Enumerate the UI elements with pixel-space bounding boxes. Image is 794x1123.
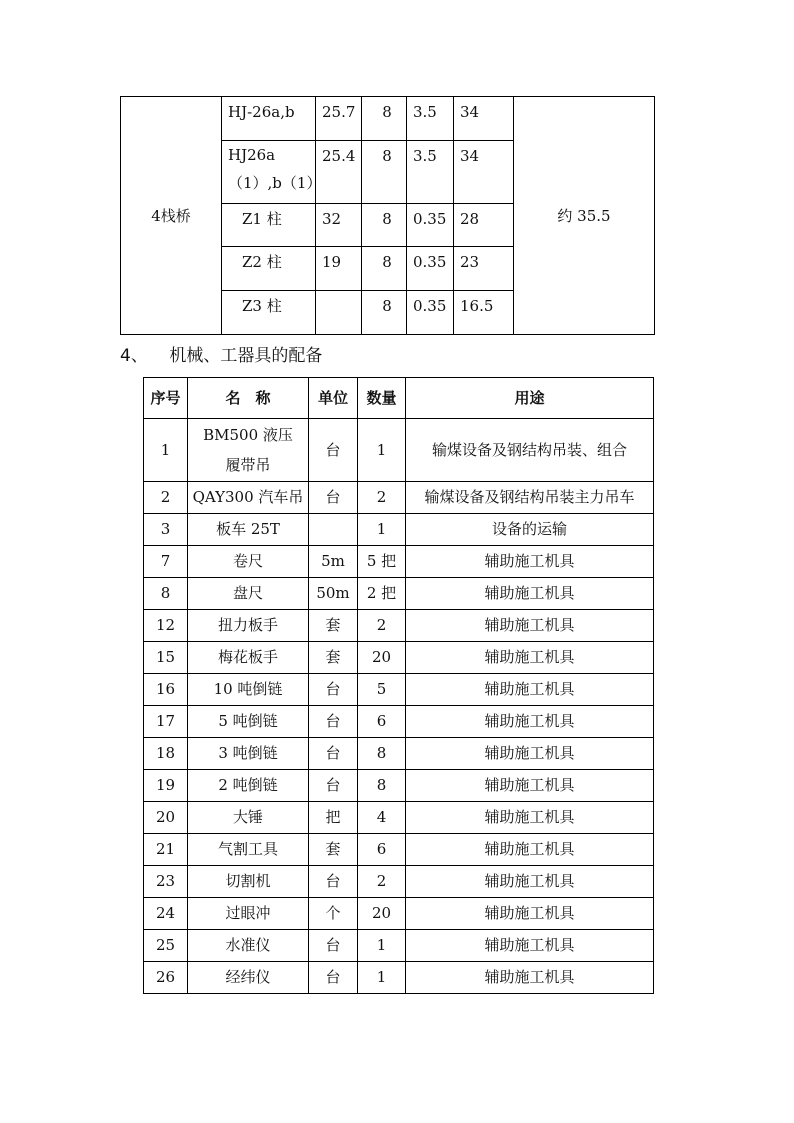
cell-v2: 8 (362, 141, 407, 204)
cell-qty: 1 (358, 962, 406, 994)
cell-qty: 4 (358, 802, 406, 834)
cell-qty: 6 (358, 706, 406, 738)
cell-no: 1 (144, 419, 188, 482)
table-row (144, 738, 654, 770)
cell-use: 辅助施工机具 (406, 738, 654, 770)
cell-no: 21 (144, 834, 188, 866)
header-unit: 单位 (309, 378, 358, 419)
bridge-table (120, 96, 655, 335)
equipment-table-body (144, 378, 654, 994)
table-row (144, 866, 654, 898)
table-row (144, 674, 654, 706)
section-heading: 4、 机械、工器具的配备 (120, 346, 323, 366)
cell-no: 16 (144, 674, 188, 706)
cell-unit: 台 (309, 866, 358, 898)
cell-no: 7 (144, 546, 188, 578)
cell-unit: 50m (309, 578, 358, 610)
cell-qty: 2 (358, 482, 406, 514)
header-use: 用途 (406, 378, 654, 419)
cell-name: 10 吨倒链 (188, 674, 309, 706)
table-row (144, 514, 654, 546)
cell-v2: 8 (362, 204, 407, 247)
cell-qty: 1 (358, 514, 406, 546)
cell-qty: 8 (358, 738, 406, 770)
cell-v4: 34 (454, 141, 514, 204)
cell-no: 12 (144, 610, 188, 642)
cell-v1: 25.7 (316, 97, 362, 141)
cell-v1 (316, 291, 362, 335)
cell-use: 辅助施工机具 (406, 706, 654, 738)
table-row (144, 802, 654, 834)
cell-name: 板车 25T (188, 514, 309, 546)
cell-name: 5 吨倒链 (188, 706, 309, 738)
cell-unit: 5m (309, 546, 358, 578)
table-row (144, 770, 654, 802)
cell-qty: 6 (358, 834, 406, 866)
cell-use: 辅助施工机具 (406, 962, 654, 994)
cell-name: 2 吨倒链 (188, 770, 309, 802)
cell-use: 辅助施工机具 (406, 866, 654, 898)
cell-qty: 1 (358, 930, 406, 962)
cell-use: 设备的运输 (406, 514, 654, 546)
cell-no: 2 (144, 482, 188, 514)
table-row (144, 962, 654, 994)
cell-no: 17 (144, 706, 188, 738)
group-value: 约 35.5 (514, 97, 655, 335)
cell-unit: 台 (309, 706, 358, 738)
table-row (121, 97, 655, 141)
cell-v3: 0.35 (407, 291, 454, 335)
cell-v4: 16.5 (454, 291, 514, 335)
table-row (144, 834, 654, 866)
cell-unit: 台 (309, 930, 358, 962)
cell-unit: 台 (309, 482, 358, 514)
cell-use: 辅助施工机具 (406, 546, 654, 578)
cell-use: 辅助施工机具 (406, 770, 654, 802)
cell-v4: 23 (454, 247, 514, 291)
cell-unit: 台 (309, 419, 358, 482)
cell-qty: 5 (358, 674, 406, 706)
cell-unit: 台 (309, 738, 358, 770)
cell-name: 大锤 (188, 802, 309, 834)
bridge-table-body (121, 97, 655, 335)
cell-name: Z2 柱 (222, 247, 316, 291)
cell-use: 辅助施工机具 (406, 898, 654, 930)
cell-v1: 19 (316, 247, 362, 291)
cell-use: 辅助施工机具 (406, 834, 654, 866)
cell-unit: 套 (309, 834, 358, 866)
cell-use: 辅助施工机具 (406, 802, 654, 834)
cell-name: HJ26a （1）,b（1） (222, 141, 316, 204)
cell-no: 18 (144, 738, 188, 770)
table-row (144, 578, 654, 610)
table-row (144, 610, 654, 642)
cell-v2: 8 (362, 291, 407, 335)
cell-no: 3 (144, 514, 188, 546)
cell-v4: 34 (454, 97, 514, 141)
table-row (144, 898, 654, 930)
cell-use: 输煤设备及钢结构吊装、组合 (406, 419, 654, 482)
cell-use: 辅助施工机具 (406, 578, 654, 610)
cell-unit: 把 (309, 802, 358, 834)
cell-unit: 套 (309, 610, 358, 642)
cell-qty: 20 (358, 642, 406, 674)
cell-unit: 台 (309, 962, 358, 994)
cell-no: 15 (144, 642, 188, 674)
header-name: 名 称 (188, 378, 309, 419)
cell-no: 19 (144, 770, 188, 802)
cell-no: 25 (144, 930, 188, 962)
cell-v4: 28 (454, 204, 514, 247)
cell-v3: 3.5 (407, 97, 454, 141)
cell-name: 扭力板手 (188, 610, 309, 642)
cell-name: QAY300 汽车吊 (188, 482, 309, 514)
cell-use: 辅助施工机具 (406, 930, 654, 962)
cell-no: 24 (144, 898, 188, 930)
cell-name: 梅花板手 (188, 642, 309, 674)
cell-name: Z3 柱 (222, 291, 316, 335)
cell-name: 卷尺 (188, 546, 309, 578)
cell-name: BM500 液压履带吊 (188, 419, 309, 482)
cell-name: HJ-26a,b (222, 97, 316, 141)
cell-use: 辅助施工机具 (406, 610, 654, 642)
cell-use: 辅助施工机具 (406, 642, 654, 674)
cell-v1: 25.4 (316, 141, 362, 204)
group-label: 4栈桥 (121, 97, 222, 335)
cell-qty: 20 (358, 898, 406, 930)
cell-qty: 8 (358, 770, 406, 802)
cell-unit (309, 514, 358, 546)
table-row (144, 546, 654, 578)
cell-name: Z1 柱 (222, 204, 316, 247)
cell-name: 切割机 (188, 866, 309, 898)
table-header-row (144, 378, 654, 419)
cell-unit: 台 (309, 770, 358, 802)
cell-unit: 台 (309, 674, 358, 706)
cell-no: 26 (144, 962, 188, 994)
cell-name: 盘尺 (188, 578, 309, 610)
cell-v3: 3.5 (407, 141, 454, 204)
header-qty: 数量 (358, 378, 406, 419)
cell-qty: 1 (358, 419, 406, 482)
cell-name: 3 吨倒链 (188, 738, 309, 770)
cell-name: 过眼冲 (188, 898, 309, 930)
cell-qty: 2 (358, 866, 406, 898)
cell-qty: 5 把 (358, 546, 406, 578)
cell-use: 输煤设备及钢结构吊装主力吊车 (406, 482, 654, 514)
cell-no: 23 (144, 866, 188, 898)
cell-v3: 0.35 (407, 247, 454, 291)
cell-v2: 8 (362, 247, 407, 291)
cell-no: 20 (144, 802, 188, 834)
table-row (144, 419, 654, 482)
table-row (144, 930, 654, 962)
equipment-table (143, 377, 654, 994)
table-row (144, 706, 654, 738)
header-no: 序号 (144, 378, 188, 419)
cell-use: 辅助施工机具 (406, 674, 654, 706)
cell-name: 经纬仪 (188, 962, 309, 994)
cell-v3: 0.35 (407, 204, 454, 247)
cell-unit: 套 (309, 642, 358, 674)
table-row (144, 482, 654, 514)
cell-v2: 8 (362, 97, 407, 141)
cell-name: 水准仪 (188, 930, 309, 962)
cell-unit: 个 (309, 898, 358, 930)
table-row (144, 642, 654, 674)
cell-no: 8 (144, 578, 188, 610)
cell-qty: 2 (358, 610, 406, 642)
cell-name: 气割工具 (188, 834, 309, 866)
cell-qty: 2 把 (358, 578, 406, 610)
cell-v1: 32 (316, 204, 362, 247)
